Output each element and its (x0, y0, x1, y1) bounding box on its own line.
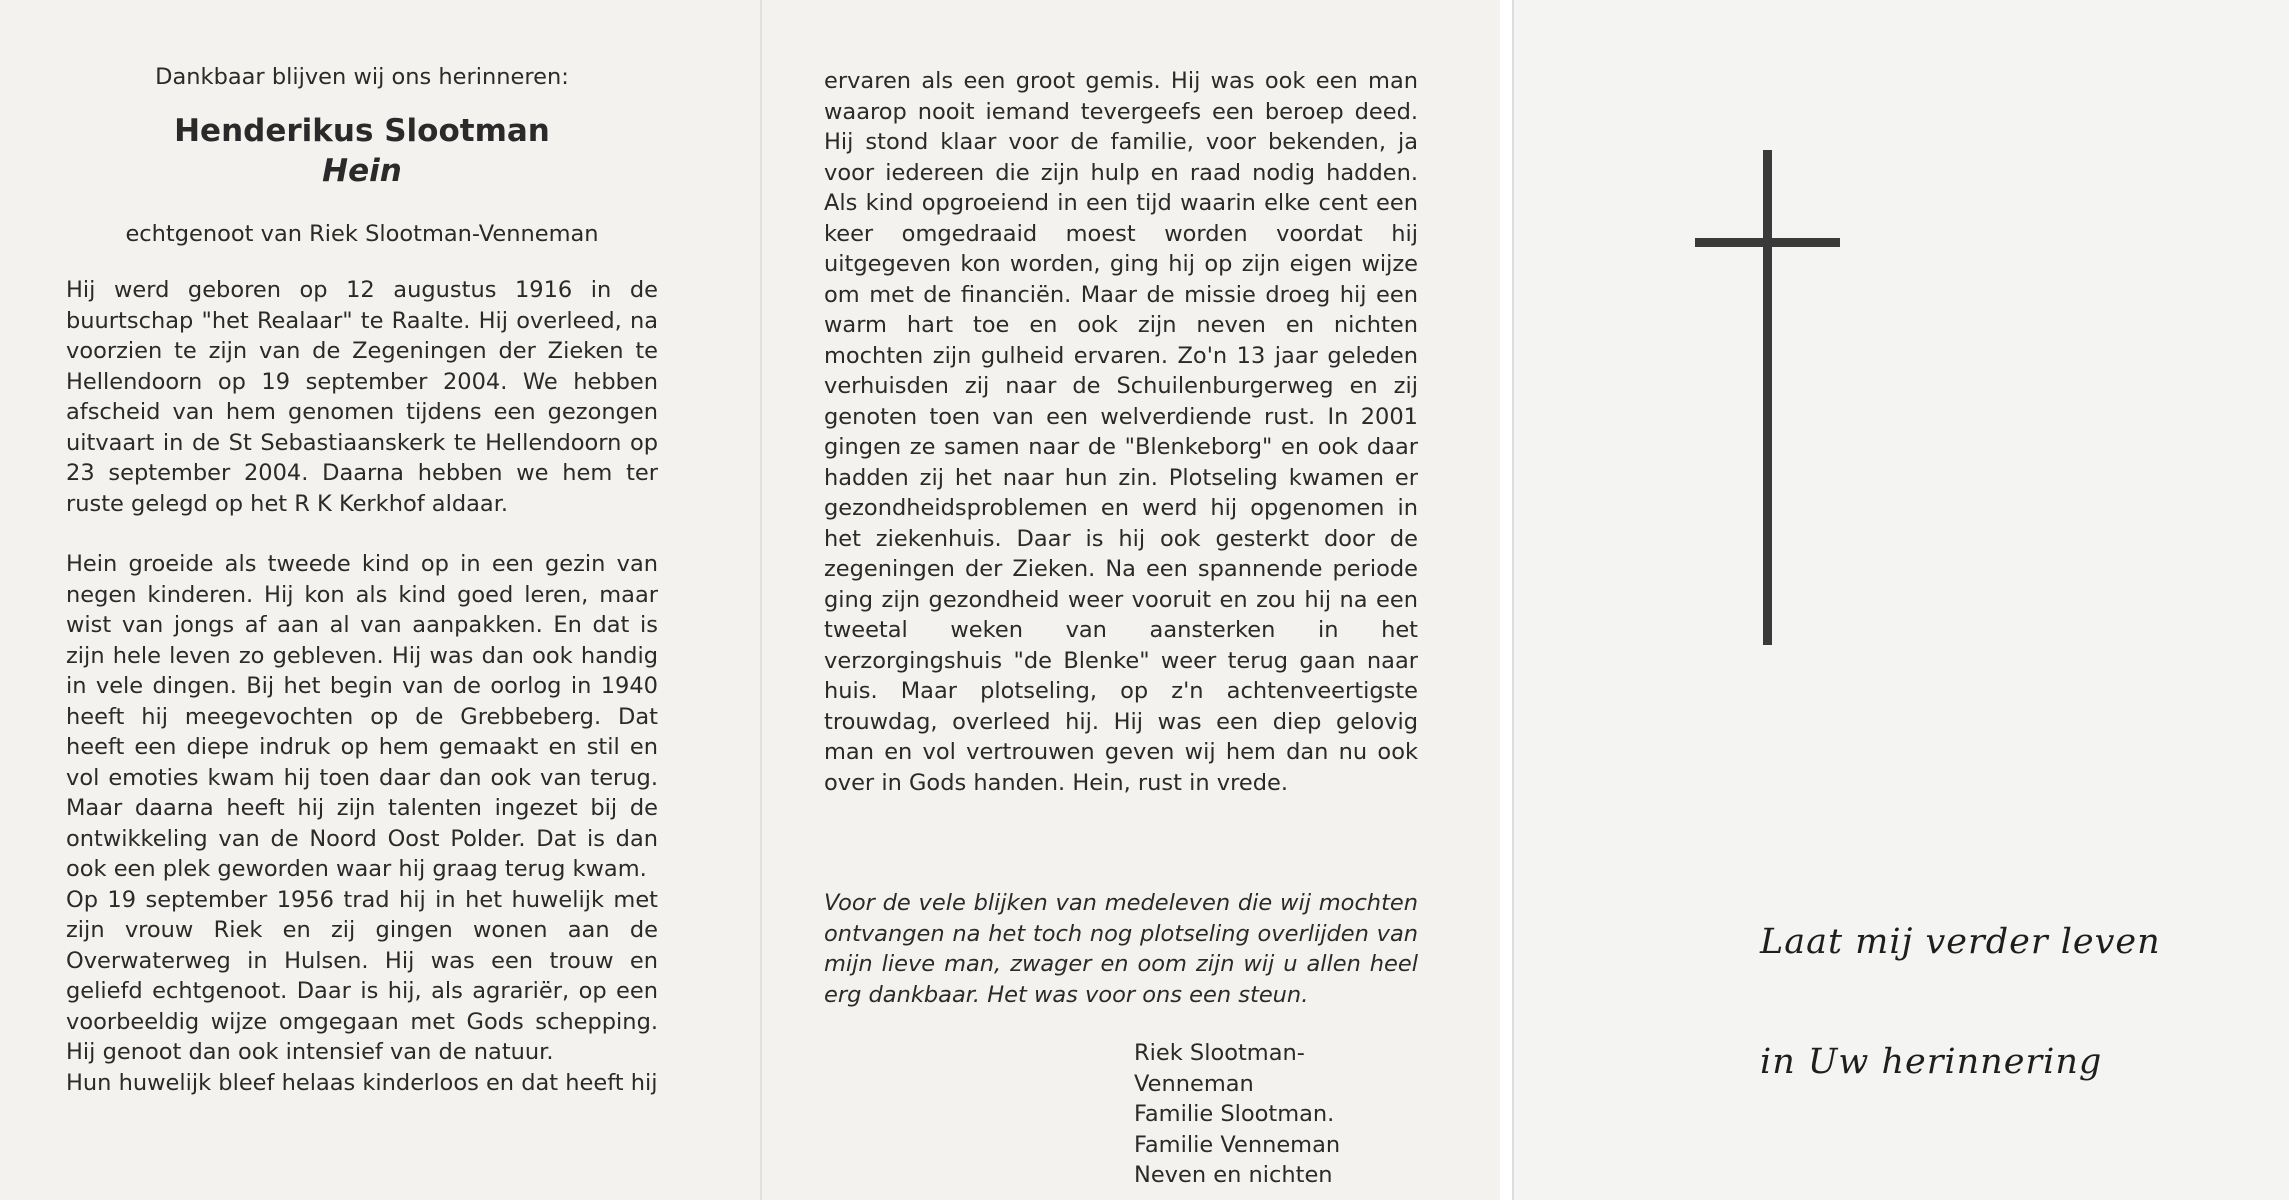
middle-column (824, 66, 1418, 1191)
signer-name: Riek Slootman-Venneman (1134, 1040, 1305, 1097)
verse-line: Laat mij verder leven (1760, 922, 2161, 962)
prayer-card-front (1512, 0, 2289, 1200)
cross-icon (1695, 150, 1840, 645)
deceased-nickname: Hein (322, 152, 402, 189)
biography-paragraph: ervaren als een groot gemis. Hij was ook een man waarop nooit iemand tevergeefs een beroep deed. Hij stond klaar voor de familie, voor bekenden, ja voor iedereen die zijn hulp en raad nodig hadden. Als kind opgroeiend in een tijd waarin elke cent een keer omgedraaid moest worden voordat hij uitgegeven kon worden, ging hij op zijn eigen wijze om met de financiën. Maar de missie droeg hij een warm hart toe en ook zijn neven en nichten mochten zijn gulheid ervaren. Zo'n 13 jaar geleden verhuisden zij naar de Schuilenburgerweg en zij genoten toen van een welverdiende rust. In 2001 gingen ze samen naar de "Blenkeborg" en ook daar hadden zij het naar hun zin. Plotseling kwamen er gezondheidsproblemen en werd hij opgenomen in het ziekenhuis. Daar is hij ook gesterkt door de zegeningen der Zieken. Na een spannende periode ging zijn gezondheid weer vooruit en zou hij na een tweetal weken van aansterken in het verzorgingshuis "de Blenke" weer terug gaan naar huis. Maar plotseling, op z'n achtenveertigste trouwdag, overleed hij. Hij was een diep gelovig man en vol vertrouwen geven wij hem dan nu ook over in Gods handen. Hein, rust in vrede. (824, 68, 1418, 796)
signers-list (824, 1038, 1418, 1191)
biography-paragraph: Hij werd geboren op 12 augustus 1916 in de buurtschap "het Realaar" te Raalte. Hij overleed, na voorzien te zijn van de Zegeningen der Zieken te Hellendoorn op 19 september 2004. We hebben afscheid van hem genomen tijdens een gezongen uitvaart in de St Sebastiaanskerk te Hellendoorn op 23 september 2004. Daarna hebben we hem ter ruste gelegd op het R K Kerkhof aldaar. (66, 277, 658, 517)
spouse-line: echtgenoot van Riek Slootman-Venneman (125, 220, 599, 247)
signer-name: Neven en nichten (1134, 1162, 1333, 1188)
verse-line: in Uw herinnering (1760, 1042, 2103, 1082)
biography-paragraph: Op 19 september 1956 trad hij in het huwelijk met zijn vrouw Riek en zij gingen wonen aan de Overwaterweg in Hulsen. Hij was een trouw en geliefd echtgenoot. Daar is hij, als agrariër, op een voorbeeldig wijze omgegaan met Gods schepping. Hij genoot dan ook intensief van de natuur. (66, 886, 658, 1065)
thanks-text: Voor de vele blijken van medeleven die wij mochten ontvangen na het toch nog plotseling overlijden van mijn lieve man, zwager en oom zijn wij u allen heel erg dankbaar. Het was voor ons een steun. (824, 890, 1418, 1008)
deceased-name: Henderikus Slootman (174, 112, 550, 149)
signer-name: Familie Venneman (1134, 1131, 1341, 1158)
intro-text: Dankbaar blijven wij ons herinneren: (155, 64, 569, 90)
biography-paragraph: Hein groeide als tweede kind op in een gezin van negen kinderen. Hij kon als kind goed leren, maar wist van jongs af aan al van aanpakken. En dat is zijn hele leven zo gebleven. Hij was dan ook handig in vele dingen. Bij het begin van de oorlog in 1940 heeft hij meegevochten op de Grebbeberg. Dat heeft een diepe indruk op hem gemaakt en stil en vol emoties kwam hij toen daar dan ook van terug. Maar daarna heeft hij zijn talenten ingezet bij de ontwikkeling van de Noord Oost Polder. Dat is dan ook een plek geworden waar hij graag terug kwam. (66, 551, 658, 882)
biography-paragraph: Hun huwelijk bleef helaas kinderloos en dat heeft hij (66, 1069, 658, 1096)
cross-vertical-beam (1763, 150, 1772, 645)
left-column (66, 62, 658, 1098)
sheet-fold-line (760, 0, 762, 1200)
cross-horizontal-beam (1695, 238, 1840, 247)
sheet-gap (1500, 0, 1512, 1200)
signer-name: Familie Slootman. (1134, 1101, 1335, 1127)
